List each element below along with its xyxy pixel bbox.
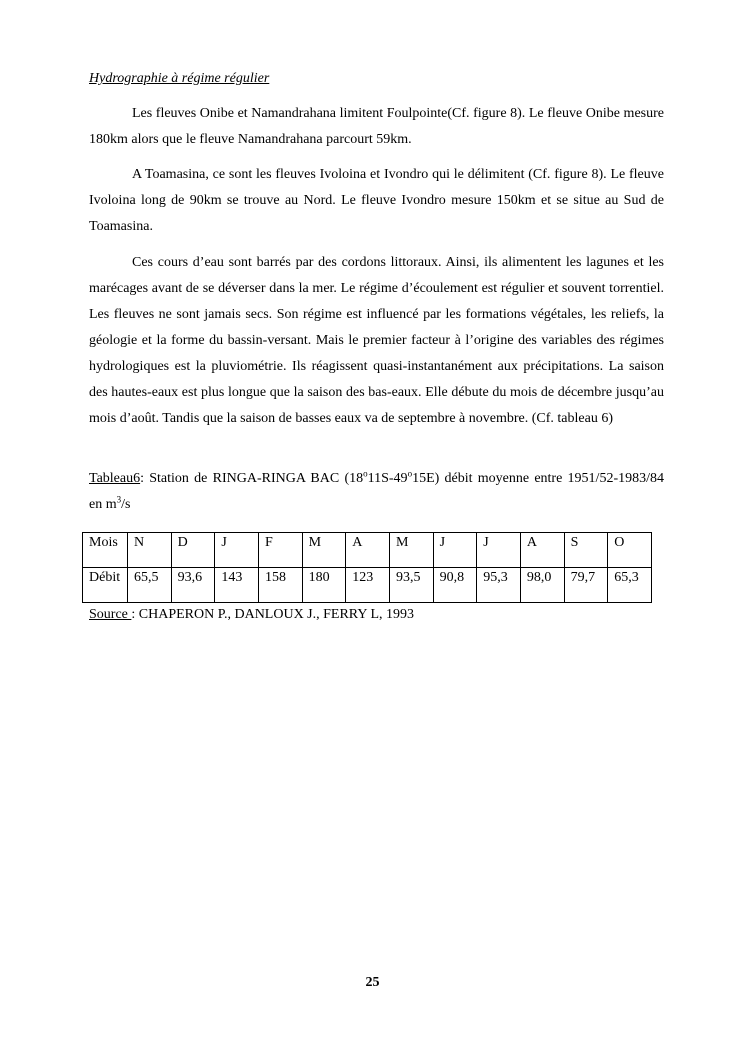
caption-degree-1: o <box>363 468 368 479</box>
table-month-cell: J <box>215 533 259 568</box>
page-number: 25 <box>365 975 380 990</box>
table-source <box>89 606 414 624</box>
table-value-cell: 90,8 <box>433 568 477 603</box>
section-heading: Hydrographie à régime régulier <box>89 71 270 86</box>
caption-text-3: 15E) débit moyenne entre 1951/52-1983/84 en m <box>89 471 664 512</box>
paragraph-onibe-namandrahana: Les fleuves Onibe et Namandrahana limitent Foulpointe(Cf. figure 8). Le fleuve Onibe mesure 180km alors que le fleuve Namandrahana parcourt 59km. <box>89 106 664 147</box>
table-caption <box>89 466 664 518</box>
paragraph-ivoloina-ivondro: A Toamasina, ce sont les fleuves Ivoloina et Ivondro qui le délimitent (Cf. figure 8). Le fleuve Ivoloina long de 90km se trouve au Nord. Le fleuve Ivondro mesure 150km et se situe au Sud de Toamasina. <box>89 167 664 234</box>
table-month-cell: F <box>258 533 302 568</box>
table-value-cell: 65,3 <box>608 568 652 603</box>
table-value-cell: 79,7 <box>564 568 608 603</box>
source-label: Source <box>89 607 132 622</box>
table-month-cell: N <box>128 533 172 568</box>
table-row-label: Débit <box>83 568 128 603</box>
table-month-cell: J <box>433 533 477 568</box>
caption-text-2: 11S-49 <box>367 471 408 486</box>
paragraph-regime-ecoulement: Ces cours d’eau sont barrés par des cordons littoraux. Ainsi, ils alimentent les lagunes et les marécages avant de se déverser dans la mer. Le régime d’écoulement est régulier et souvent torrentiel. Les fleuves ne sont jamais secs. Son régime est influencé par les formations végétales, les reliefs, la géologie et la forme du bassin-versant. Mais le premier facteur à l’origine des variables des régimes hydrologiques est la pluviométrie. Ils réagissent quasi-instantanément aux précipitations. La saison des hautes-eaux est plus longue que la saison des bas-eaux. Elle débute du mois de décembre jusqu’au mois d’août. Tandis que la saison de basses eaux va de septembre à novembre. (Cf. tableau 6) <box>89 255 664 426</box>
table-month-cell: O <box>608 533 652 568</box>
table-value-cell: 143 <box>215 568 259 603</box>
table-value-cell: 158 <box>258 568 302 603</box>
discharge-table <box>82 532 652 603</box>
table-value-cell: 98,0 <box>520 568 564 603</box>
table-month-cell: A <box>520 533 564 568</box>
table-month-cell: A <box>346 533 390 568</box>
table-value-cell: 93,6 <box>171 568 215 603</box>
table-month-cell: M <box>389 533 433 568</box>
table-month-cell: S <box>564 533 608 568</box>
table-value-cell: 180 <box>302 568 346 603</box>
table-month-cell: J <box>477 533 521 568</box>
table-value-cell: 65,5 <box>128 568 172 603</box>
table-value-cell: 93,5 <box>389 568 433 603</box>
table-value-cell: 95,3 <box>477 568 521 603</box>
table-row-months <box>83 533 652 568</box>
table-value-cell: 123 <box>346 568 390 603</box>
caption-degree-2: o <box>407 468 413 479</box>
table-row-debit <box>83 568 652 603</box>
table-month-cell: D <box>171 533 215 568</box>
table-month-cell: M <box>302 533 346 568</box>
caption-exponent: 3 <box>116 494 122 505</box>
table-header-label: Mois <box>83 533 128 568</box>
source-text: : CHAPERON P., DANLOUX J., FERRY L, 1993 <box>131 607 415 622</box>
table-caption-label: Tableau6 <box>89 471 141 486</box>
caption-text-1: : Station de RINGA-RINGA BAC (18 <box>140 471 364 486</box>
caption-text-4: /s <box>121 497 131 512</box>
